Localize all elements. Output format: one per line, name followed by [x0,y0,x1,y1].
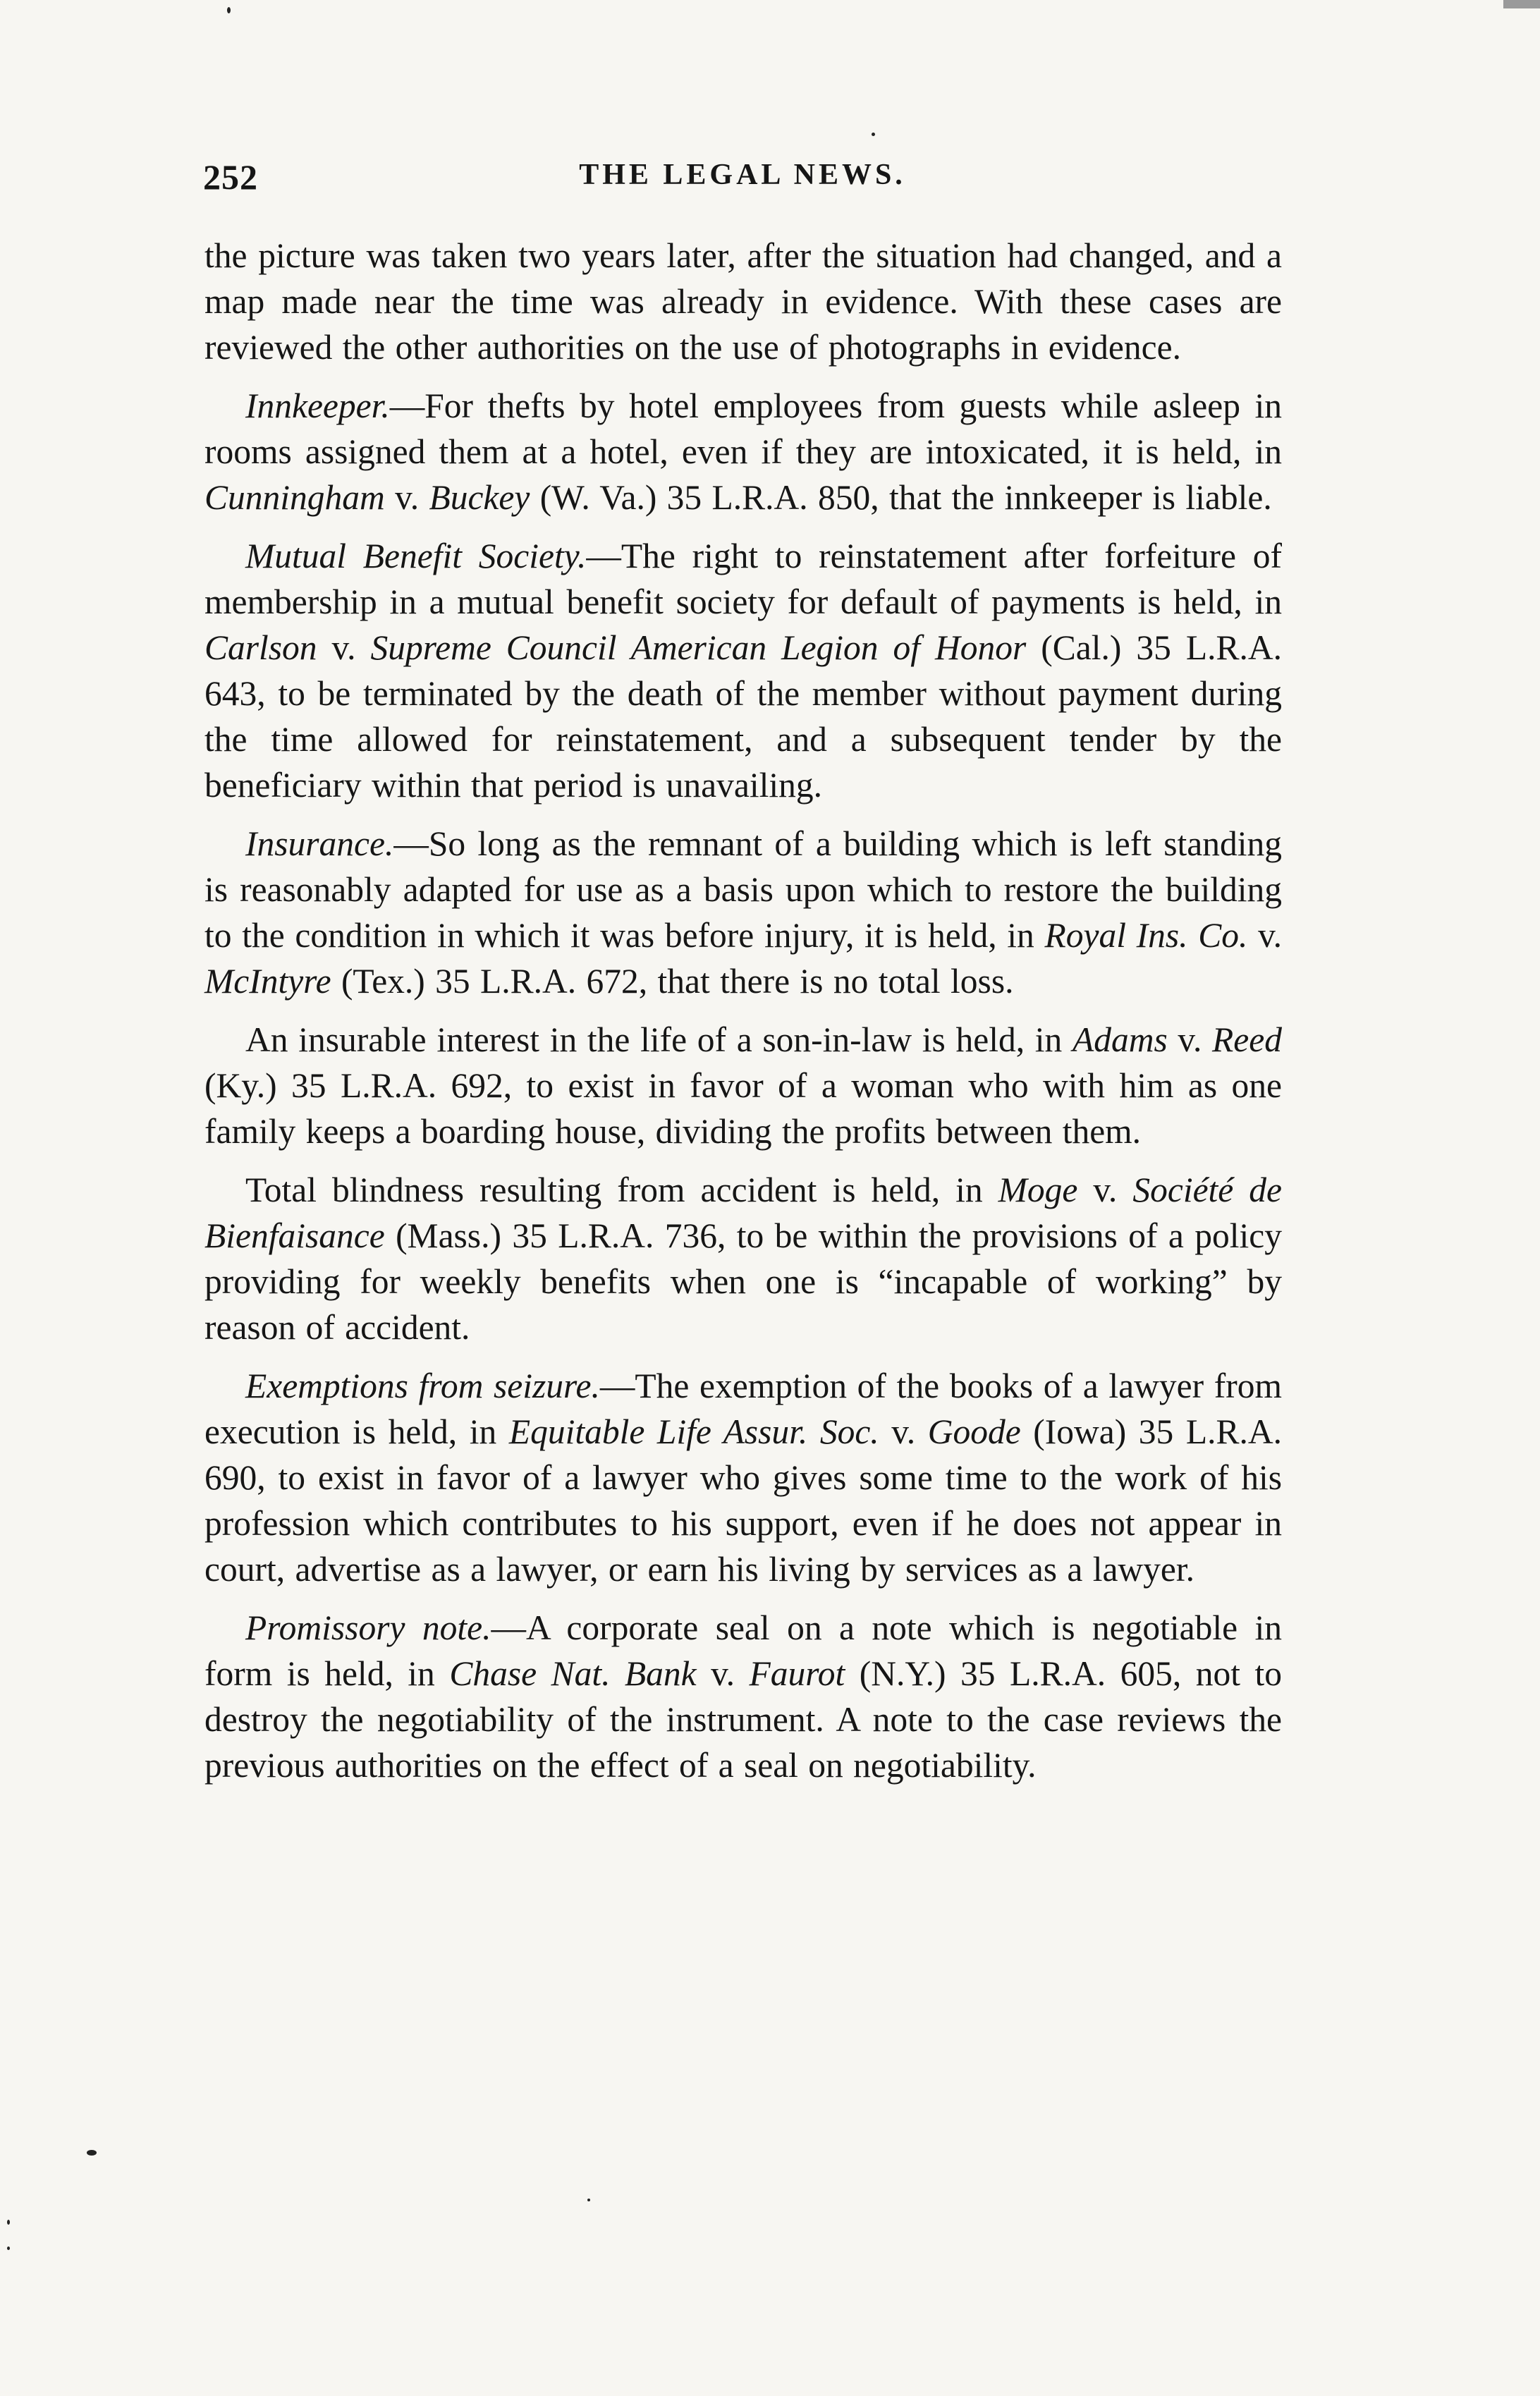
case-name: Société de Bienfaisance [204,1171,1283,1255]
paragraph-promissory-note: Promissory note.—A corporate seal on a note which is negotiable in form is held, in Chase Nat. Bank v. Faurot (N.Y.) 35 L.R.A. 605, not to destroy the negotiability of the instrument. A note to the case reviews the previous authorities on the effect of a seal on negotiability. [204,1608,1282,1785]
paragraph-insurance: Insurance.—So long as the remnant of a building which is left standing is reasonably adapted for use as a basis upon which to restore the building to the condition in which it was before injury, it is held, in Royal Ins. Co. v. McIntyre (Tex.) 35 L.R.A. 672, that there is no total loss. [204,824,1282,1001]
case-name: Buckey [429,478,530,517]
scan-speck [7,2220,10,2225]
page-number: 252 [203,157,258,197]
case-name: Carlson [204,628,317,667]
case-name: Adams [1072,1020,1168,1059]
case-name: Cunningham [204,478,385,517]
running-title: THE LEGAL NEWS. [579,159,906,191]
scan-speck [227,7,231,13]
paragraph-insurable-interest: An insurable interest in the life of a son-in-law is held, in Adams v. Reed (Ky.) 35 L.R.A. 692, to exist in favor of a woman who with him as one family keeps a boarding house, dividing the profits between them. [204,1020,1282,1151]
scan-edge-mark [1503,0,1540,8]
paragraph-mutual-benefit-society: Mutual Benefit Society.—The right to reinstatement after forfeiture of membership in a mutual benefit society for default of payments is held, in Carlson v. Supreme Council American Legion of Honor (Cal.) 35 L.R.A. 643, to be terminated by the death of the member without payment during the time allowed for reinstatement, and a subsequent tender by the beneficiary within that period is unavailing. [204,537,1282,805]
section-heading: Mutual Benefit Society. [245,537,587,575]
scan-speck [872,133,875,136]
scan-speck [87,2150,97,2156]
case-name: Equitable Life Assur. Soc. [508,1412,879,1451]
section-heading: Insurance. [245,824,394,863]
case-name: Moge [998,1171,1078,1209]
section-heading: Innkeeper. [245,386,390,425]
case-name: McIntyre [204,962,331,1001]
case-name: Royal Ins. Co. [1044,916,1248,955]
paragraph-photographs-continued: the picture was taken two years later, after the situation had changed, and a map made near the time was already in evidence. With these cases are reviewed the other authorities on the use of photographs in evidence. [204,236,1282,367]
case-name: Faurot [749,1654,845,1693]
case-name: Reed [1212,1020,1282,1059]
scan-speck [587,2199,590,2201]
page-header [203,157,1282,199]
scan-speck [7,2247,10,2250]
article-body [204,233,1282,1801]
case-name: Goode [927,1412,1021,1451]
case-name: Chase Nat. Bank [449,1654,697,1693]
paragraph-exemptions-from-seizure: Exemptions from seizure.—The exemption of the books of a lawyer from execution is held, in Equitable Life Assur. Soc. v. Goode (Iowa) 35 L.R.A. 690, to exist in favor of a lawyer who gives some time to the work of his profession which contributes to his support, even if he does not appear in court, advertise as a lawyer, or earn his living by services as a lawyer. [204,1367,1282,1589]
paragraph-total-blindness: Total blindness resulting from accident is held, in Moge v. Société de Bienfaisance (Mass.) 35 L.R.A. 736, to be within the provisions of a policy providing for weekly benefits when one is “incapable of working” by reason of accident. [204,1171,1283,1347]
section-heading: Promissory note. [245,1608,491,1647]
paragraph-innkeeper: Innkeeper.—For thefts by hotel employees from guests while asleep in rooms assigned them at a hotel, even if they are intoxicated, it is held, in Cunningham v. Buckey (W. Va.) 35 L.R.A. 850, that the innkeeper is liable. [204,386,1282,517]
case-name: Supreme Council American Legion of Honor [370,628,1027,667]
section-heading: Exemptions from seizure. [245,1367,600,1405]
